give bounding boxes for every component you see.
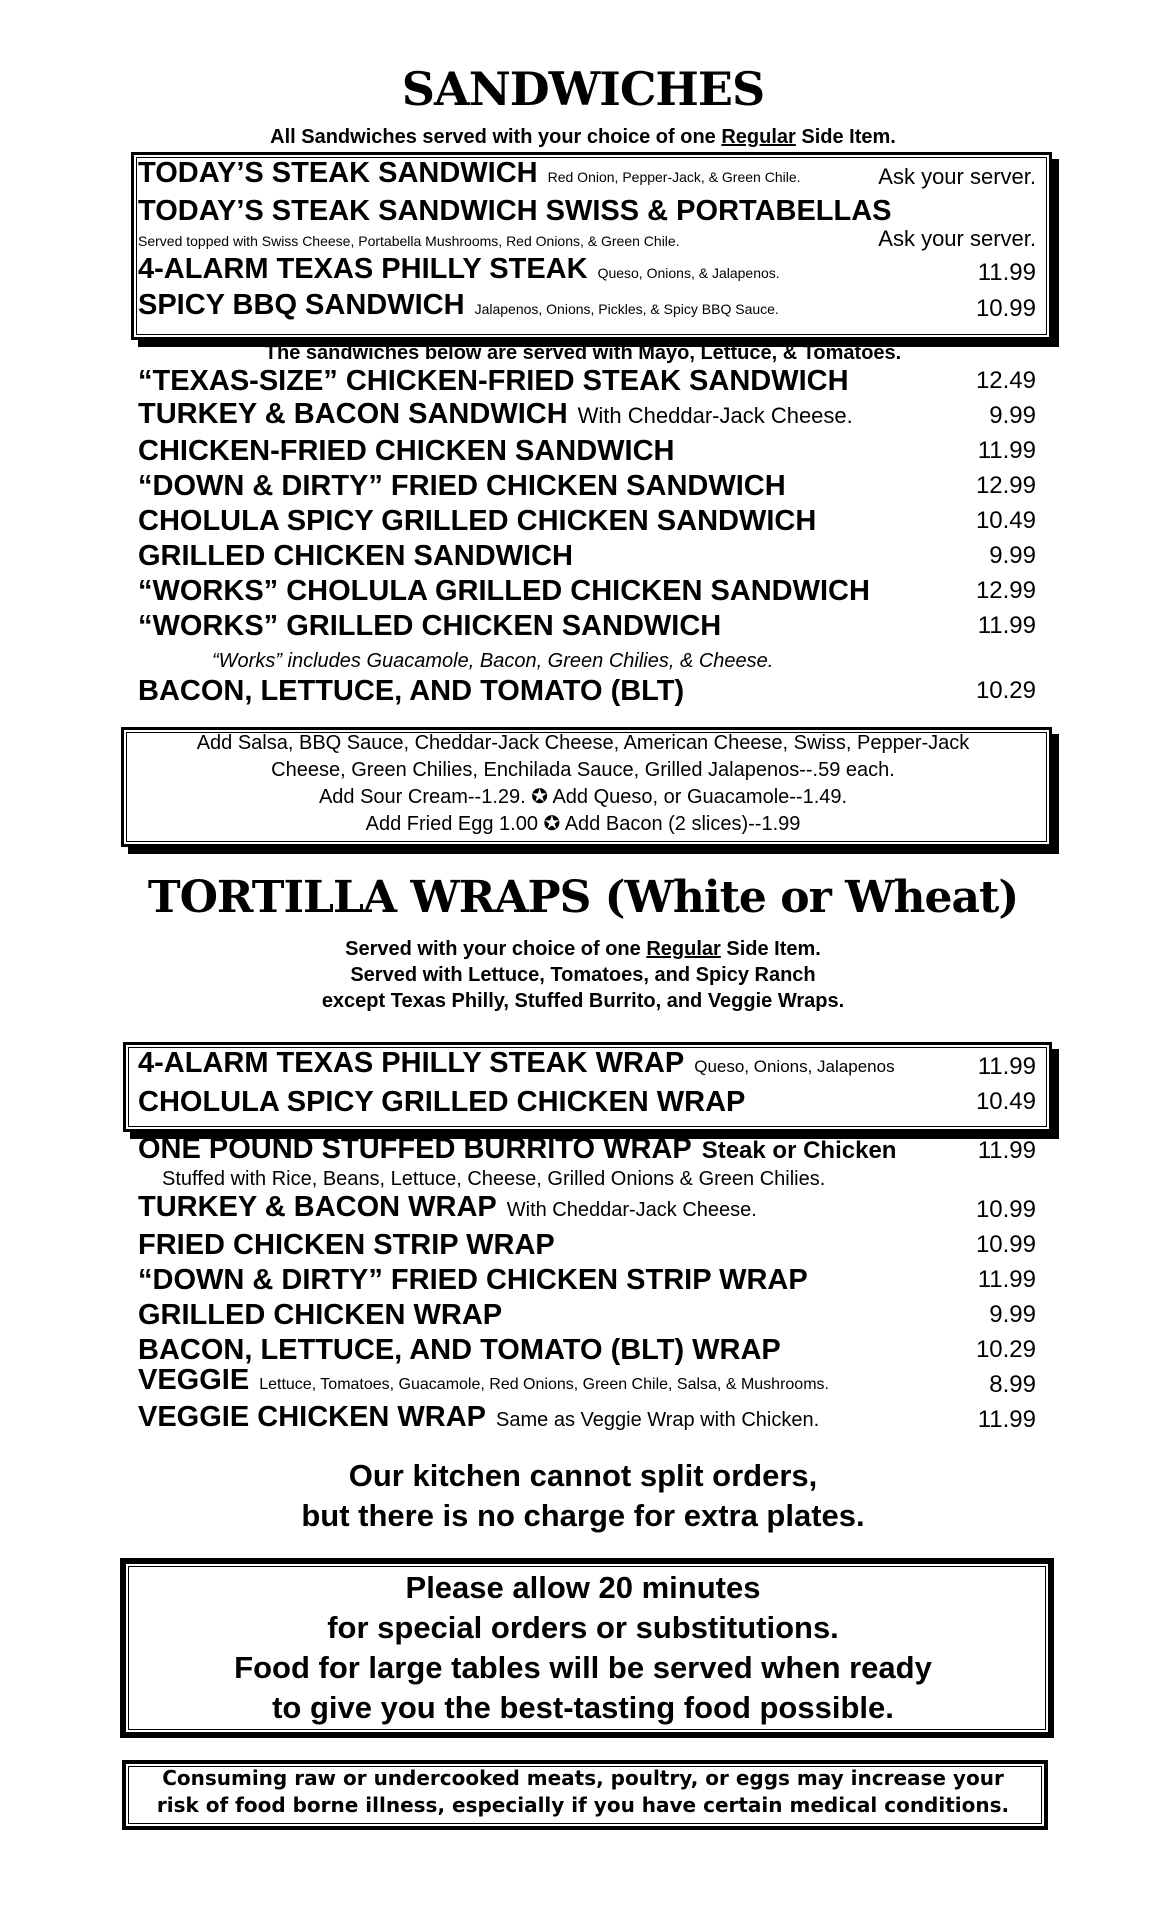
item-name: SPICY BBQ SANDWICH [138,289,465,321]
menu-item [138,674,1036,710]
item-desc: Same as Veggie Wrap with Chicken. [496,1409,820,1431]
health-warning: Consuming raw or undercooked meats, poultry, or eggs may increase your risk of food borne illness, especially if you have certain medical conditions. [156,1766,1010,1817]
menu-item [138,504,1036,540]
item-desc: With Cheddar-Jack Cheese. [577,403,853,428]
item-name: CHICKEN-FRIED CHICKEN SANDWICH [138,435,675,467]
item-price: 11.99 [977,1406,1036,1433]
item-name: TURKEY & BACON WRAP [138,1191,497,1223]
item-price: 11.99 [977,1053,1036,1080]
item-desc: Served topped with Swiss Cheese, Portabella Mushrooms, Red Onions, & Green Chile. [138,233,680,249]
item-price: 9.99 [989,402,1036,429]
item-name: ONE POUND STUFFED BURRITO WRAP [138,1133,692,1165]
menu-item [138,434,1036,470]
menu-item [138,1263,1036,1299]
wraps-subtitle: Served with your choice of one Regular Side Item. [345,938,821,960]
menu-item [138,253,1036,292]
item-name: TURKEY & BACON SANDWICH [138,398,568,430]
item-price: 10.99 [975,1231,1036,1258]
addons-text: Add Salsa, BBQ Sauce, Cheddar-Jack Cheese, American Cheese, Swiss, Pepper-Jack Cheese, Green Chilies, Enchilada Sauce, Grilled Jalapenos--.59 each. Add Sour Cream--1.29. ✪ Add Queso, or Guacamole--1.49. Add Fried Egg 1.00 ✪ Add Bacon (2 slices)--1.99 [196,732,970,835]
item-desc: Jalapenos, Onions, Pickles, & Spicy BBQ Sauce. [474,301,779,317]
item-desc: Steak or Chicken [701,1137,897,1164]
item-name: “WORKS” CHOLULA GRILLED CHICKEN SANDWICH [138,575,870,607]
menu-item [138,157,1036,196]
menu-item [138,399,1036,435]
item-price: 10.49 [975,1088,1036,1115]
item-price: 10.49 [975,507,1036,534]
sandwiches-subtitle: All Sandwiches served with your choice of one Regular Side Item. [270,126,896,148]
item-name: 4-ALARM TEXAS PHILLY STEAK WRAP [138,1047,685,1079]
menu-item [138,1228,1036,1264]
item-price: 10.29 [975,677,1036,704]
item-name: “TEXAS-SIZE” CHICKEN-FRIED STEAK SANDWICH [138,365,849,397]
item-desc: Queso, Onions, & Jalapenos. [597,265,780,281]
item-name: TODAY’S STEAK SANDWICH [138,157,538,189]
item-name: CHOLULA SPICY GRILLED CHICKEN WRAP [138,1086,746,1118]
item-desc: Lettuce, Tomatoes, Guacamole, Red Onions, Green Chile, Salsa, & Mushrooms. [259,1376,829,1393]
item-name: “DOWN & DIRTY” FRIED CHICKEN SANDWICH [138,470,786,502]
menu-item-note [138,226,1036,254]
item-name: VEGGIE [138,1364,250,1396]
item-price: 11.99 [977,1137,1036,1164]
item-price: 10.99 [975,295,1036,322]
item-price: 11.99 [977,437,1036,464]
split-orders-notice: Our kitchen cannot split orders, but there is no charge for extra plates. [301,1458,865,1533]
item-desc: Queso, Onions, Jalapenos [694,1057,895,1076]
item-name: GRILLED CHICKEN SANDWICH [138,540,573,572]
item-name: GRILLED CHICKEN WRAP [138,1299,503,1331]
item-desc: With Cheddar-Jack Cheese. [506,1199,757,1221]
menu-item [138,364,1036,400]
item-name: 4-ALARM TEXAS PHILLY STEAK [138,253,588,285]
menu-item [138,1403,1036,1439]
menu-item [138,1193,1036,1229]
burrito-note: Stuffed with Rice, Beans, Lettuce, Cheese, Grilled Onions & Green Chilies. [162,1168,826,1190]
item-name: FRIED CHICKEN STRIP WRAP [138,1229,555,1261]
menu-item [138,1298,1036,1334]
item-name: “WORKS” GRILLED CHICKEN SANDWICH [138,610,722,642]
item-price: 8.99 [989,1371,1036,1398]
item-name: “DOWN & DIRTY” FRIED CHICKEN STRIP WRAP [138,1264,808,1296]
wraps-subtitle-3: except Texas Philly, Stuffed Burrito, and Veggie Wraps. [321,990,845,1012]
item-desc: Red Onion, Pepper-Jack, & Green Chile. [547,169,801,185]
wraps-title: TORTILLA WRAPS (White or Wheat) [147,872,1019,923]
item-name: CHOLULA SPICY GRILLED CHICKEN SANDWICH [138,505,817,537]
item-price: Ask your server. [878,226,1036,251]
item-price: 11.99 [977,259,1036,286]
item-price: 10.99 [975,1196,1036,1223]
item-price: 9.99 [989,1301,1036,1328]
item-price: 12.99 [975,472,1036,499]
item-name: VEGGIE CHICKEN WRAP [138,1401,487,1433]
menu-item [138,609,1036,645]
item-price: 12.49 [975,367,1036,394]
item-price: Ask your server. [878,164,1036,189]
item-price: 11.99 [977,1266,1036,1293]
menu-item [138,1047,1036,1086]
item-price: 12.99 [975,577,1036,604]
wraps-subtitle-2: Served with Lettuce, Tomatoes, and Spicy Ranch [350,964,816,986]
allow-time-notice: Please allow 20 minutes for special orders or substitutions. Food for large tables will be served when ready to give you the best-tasting food possible. [234,1570,932,1725]
menu-item [138,1085,1036,1121]
menu-item [138,1364,1036,1404]
menu-item [138,539,1036,575]
menu-item [138,194,1036,230]
item-price: 10.29 [975,1336,1036,1363]
sandwiches-title: SANDWICHES [401,62,765,116]
item-name: TODAY’S STEAK SANDWICH SWISS & PORTABELLAS [138,195,892,227]
menu-item [138,469,1036,505]
works-note: “Works” includes Guacamole, Bacon, Green Chilies, & Cheese. [212,650,774,672]
menu-item [138,574,1036,610]
item-price: 9.99 [989,542,1036,569]
item-name: BACON, LETTUCE, AND TOMATO (BLT) [138,675,685,707]
mayo-note: The sandwiches below are served with Mayo, Lettuce, & Tomatoes. [264,342,902,364]
item-name: BACON, LETTUCE, AND TOMATO (BLT) WRAP [138,1334,781,1366]
menu-item [138,1134,1036,1170]
item-price: 11.99 [977,612,1036,639]
menu-item [138,289,1036,328]
